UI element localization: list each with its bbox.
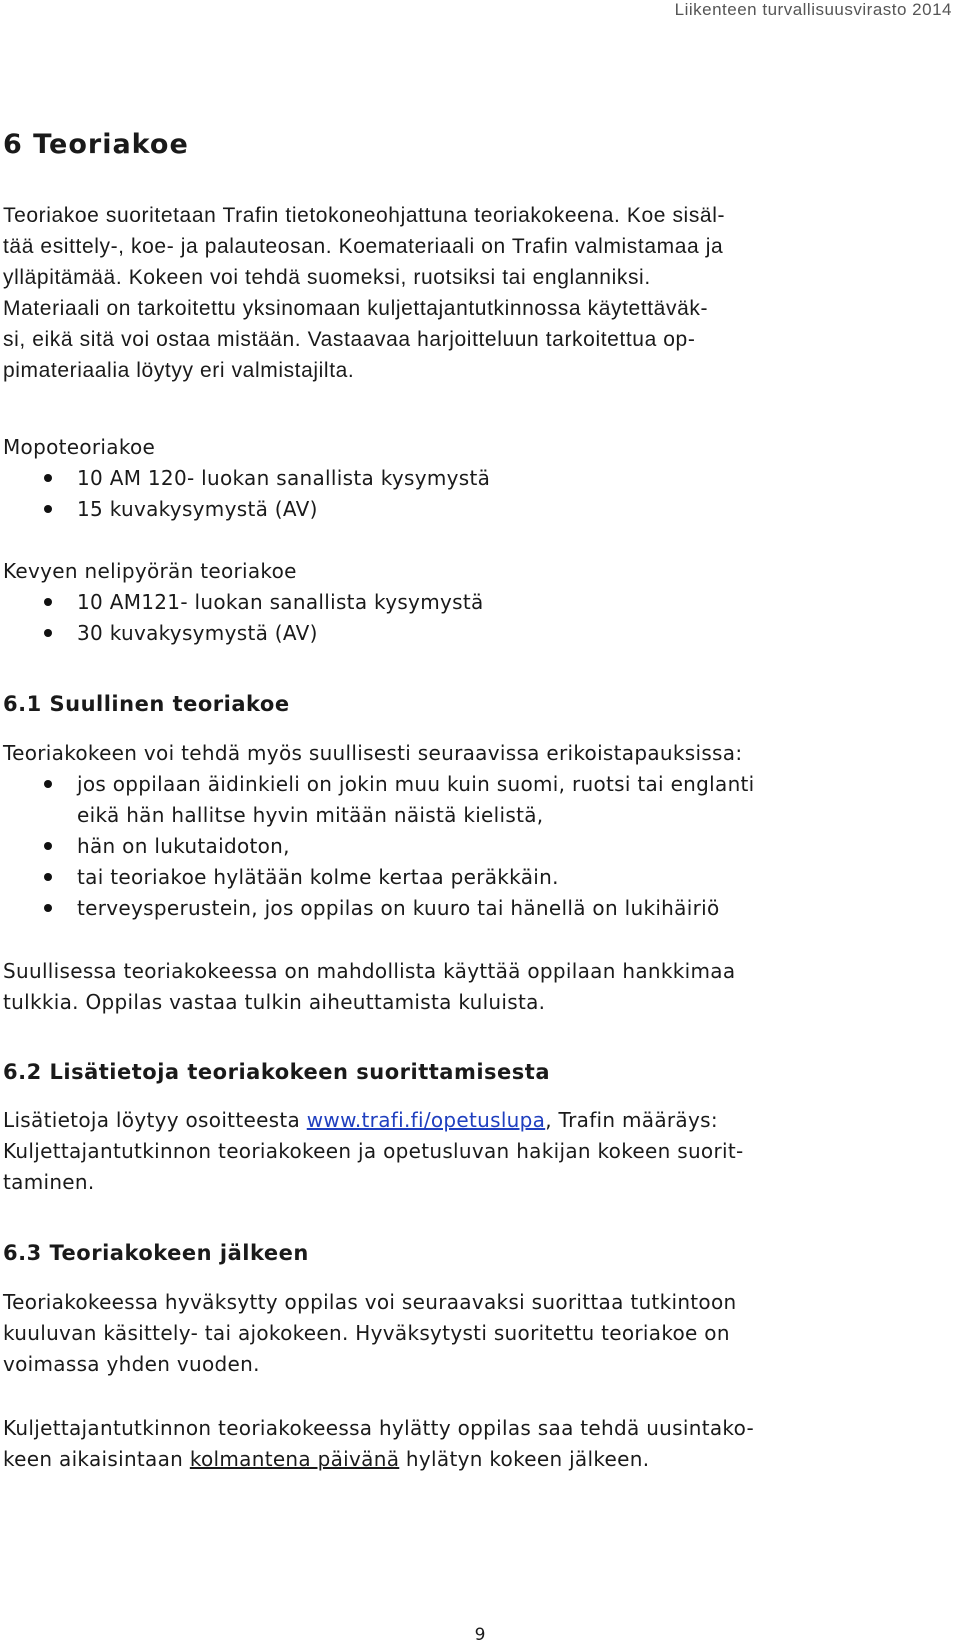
bullet-icon [44,629,52,637]
intro-line: Teoriakoe suoritetaan Trafin tietokoneohjattuna teoriakokeena. Koe sisäl- [3,204,726,227]
bullet-icon [44,598,52,606]
list-item [3,463,950,494]
bullet-icon [44,780,52,788]
paragraph-line: taminen. [3,1170,95,1194]
page-title: 6 Teoriakoe [3,129,189,160]
intro-paragraph [3,200,950,386]
opetuslupa-link[interactable]: www.trafi.fi/opetuslupa [306,1108,546,1132]
paragraph-line [3,1444,950,1475]
paragraph-line [3,1105,950,1136]
intro-line: si, eikä sitä voi ostaa mistään. Vastaavaa harjoitteluun tarkoitettua op- [3,328,696,351]
list-item [3,618,950,649]
kevyt-list [3,587,950,649]
text-span: Lisätietoja löytyy osoitteesta [3,1108,307,1132]
bullet-icon [44,842,52,850]
section-6-2-body [3,1105,950,1198]
intro-line: pimateriaalia löytyy eri valmistajilta. [3,359,355,382]
intro-line: Materiaali on tarkoitettu yksinomaan kuljettajantutkinnossa käytettäväk- [3,297,709,320]
list-item [3,862,950,893]
section-6-1-list [3,769,950,924]
kevyt-section [3,556,950,649]
section-6-3-paragraph-1 [3,1287,950,1380]
list-item-text: 15 kuvakysymystä (AV) [77,497,318,521]
mopo-section [3,432,950,525]
bullet-icon [44,873,52,881]
section-6-1-lead: Teoriakokeen voi tehdä myös suullisesti seuraavissa erikoistapauksissa: [3,741,743,765]
list-item [3,587,950,618]
text-span: , Trafin määräys: [545,1108,718,1132]
paragraph-line: voimassa yhden vuoden. [3,1352,260,1376]
paragraph-line: Kuljettajantutkinnon teoriakokeessa hylätty oppilas saa tehdä uusintako- [3,1416,755,1440]
list-item-text: jos oppilaan äidinkieli on jokin muu kuin suomi, ruotsi tai englanti [77,772,755,796]
paragraph-line: tulkkia. Oppilas vastaa tulkin aiheuttamista kuluista. [3,990,546,1014]
running-header: Liikenteen turvallisuusvirasto 2014 [674,0,952,19]
section-6-1-heading: 6.1 Suullinen teoriakoe [3,692,290,716]
page-number: 9 [474,1625,486,1645]
list-item [3,893,950,924]
kevyt-label: Kevyen nelipyörän teoriakoe [3,559,297,583]
bullet-icon [44,904,52,912]
paragraph-line: kuuluvan käsittely- tai ajokokeen. Hyväksytysti suoritettu teoriakoe on [3,1321,730,1345]
list-item-text: 10 AM 120- luokan sanallista kysymystä [77,466,491,490]
text-span: hylätyn kokeen jälkeen. [399,1447,650,1471]
intro-line: ylläpitämää. Kokeen voi tehdä suomeksi, ruotsiksi tai englanniksi. [3,266,651,289]
list-item-text: eikä hän hallitse hyvin mitään näistä kielistä, [77,803,544,827]
mopo-label: Mopoteoriakoe [3,435,156,459]
bullet-icon [44,505,52,513]
section-6-2-heading: 6.2 Lisätietoja teoriakokeen suorittamisesta [3,1060,551,1084]
list-item [3,831,950,862]
section-6-3-heading: 6.3 Teoriakokeen jälkeen [3,1241,309,1265]
intro-line: tää esittely-, koe- ja palauteosan. Koemateriaali on Trafin valmistamaa ja [3,235,724,258]
list-item-text: tai teoriakoe hylätään kolme kertaa peräkkäin. [77,865,559,889]
section-6-1-paragraph [3,956,950,1018]
section-6-1-body [3,738,950,924]
paragraph-line: Teoriakokeessa hyväksytty oppilas voi seuraavaksi suorittaa tutkintoon [3,1290,737,1314]
bullet-icon [44,474,52,482]
mopo-list [3,463,950,525]
list-item-text: hän on lukutaidoton, [77,834,290,858]
list-item [3,494,950,525]
text-span: keen aikaisintaan [3,1447,190,1471]
list-item [3,769,950,831]
paragraph-line: Suullisessa teoriakokeessa on mahdollista käyttää oppilaan hankkimaa [3,959,736,983]
paragraph-line: Kuljettajantutkinnon teoriakokeen ja opetusluvan hakijan kokeen suorit- [3,1139,744,1163]
list-item-text: 10 AM121- luokan sanallista kysymystä [77,590,484,614]
list-item-text: terveysperustein, jos oppilas on kuuro tai hänellä on lukihäiriö [77,896,720,920]
list-item-text: 30 kuvakysymystä (AV) [77,621,318,645]
section-6-3-paragraph-2 [3,1413,950,1475]
underlined-text: kolmantena päivänä [189,1447,400,1471]
